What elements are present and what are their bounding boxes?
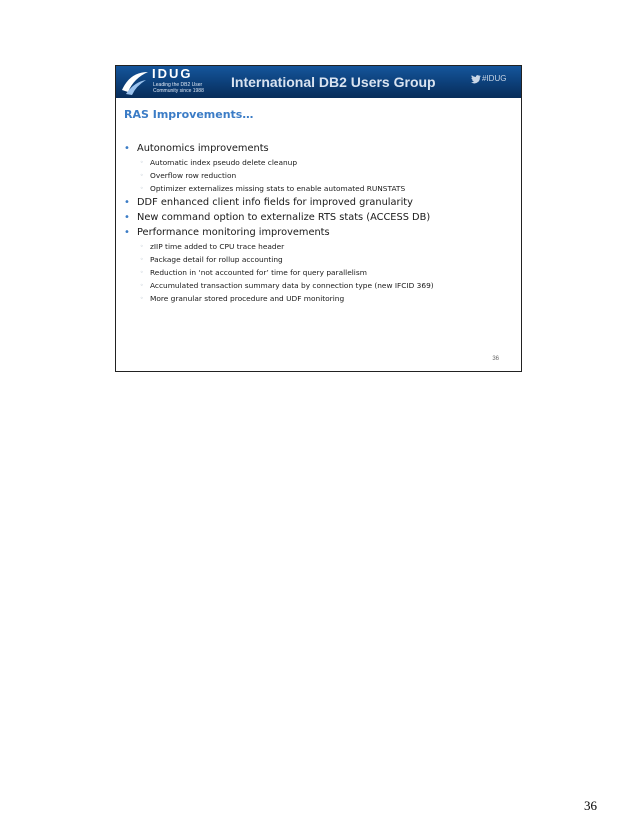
sub-bullet-text: Automatic index pseudo delete cleanup <box>150 158 298 167</box>
sub-bullet-item <box>124 292 519 305</box>
sub-bullet-item <box>124 156 519 169</box>
sub-bullet-text: Package detail for rollup accounting <box>150 255 283 264</box>
sub-bullet-icon: ◦ <box>140 269 144 276</box>
logo-text: IDUG <box>152 66 193 81</box>
sub-bullet-text: zIIP time added to CPU trace header <box>150 242 285 251</box>
sub-bullet-text: Overflow row reduction <box>150 171 237 180</box>
slide <box>115 65 522 372</box>
sub-bullet-icon: ◦ <box>140 185 144 192</box>
idug-logo-icon <box>120 68 150 96</box>
header-banner <box>116 66 521 98</box>
sub-bullet-item <box>124 279 519 292</box>
sub-bullet-icon: ◦ <box>140 243 144 250</box>
bullet-text: Performance monitoring improvements <box>137 227 330 238</box>
sub-bullet-item <box>124 253 519 266</box>
sub-bullet-item <box>124 240 519 253</box>
sub-bullet-icon: ◦ <box>140 295 144 302</box>
twitter-icon <box>471 75 481 84</box>
bullet-item <box>124 210 519 225</box>
bullet-list <box>124 141 519 305</box>
sub-bullet-text: Optimizer externalizes missing stats to enable automated RUNSTATS <box>150 184 406 193</box>
bullet-icon: • <box>124 227 130 238</box>
sub-bullet-icon: ◦ <box>140 159 144 166</box>
bullet-item <box>124 225 519 240</box>
sub-bullet-icon: ◦ <box>140 256 144 263</box>
banner-title: International DB2 Users Group <box>231 74 436 90</box>
hashtag: #IDUG <box>482 74 507 83</box>
sub-bullet-text: Reduction in ‘not accounted for’ time for query parallelism <box>150 268 367 277</box>
bullet-text: Autonomics improvements <box>137 143 269 154</box>
sub-bullet-icon: ◦ <box>140 282 144 289</box>
sub-bullet-icon: ◦ <box>140 172 144 179</box>
bullet-icon: • <box>124 143 130 154</box>
sub-bullet-item <box>124 182 519 195</box>
slide-title: RAS Improvements… <box>124 108 254 121</box>
sub-bullet-item <box>124 266 519 279</box>
sub-bullet-text: Accumulated transaction summary data by connection type (new IFCID 369) <box>150 281 434 290</box>
bullet-text: New command option to externalize RTS stats (ACCESS DB) <box>137 212 431 223</box>
bullet-item <box>124 195 519 210</box>
bullet-text: DDF enhanced client info fields for improved granularity <box>137 197 413 208</box>
sub-bullet-text: More granular stored procedure and UDF monitoring <box>150 294 345 303</box>
bullet-icon: • <box>124 197 130 208</box>
logo-tagline: Leading the DB2 User Community since 1988 <box>153 82 204 94</box>
slide-number: 36 <box>492 356 499 362</box>
bullet-icon: • <box>124 212 130 223</box>
sub-bullet-item <box>124 169 519 182</box>
page-number: 36 <box>584 798 597 813</box>
bullet-item <box>124 141 519 156</box>
